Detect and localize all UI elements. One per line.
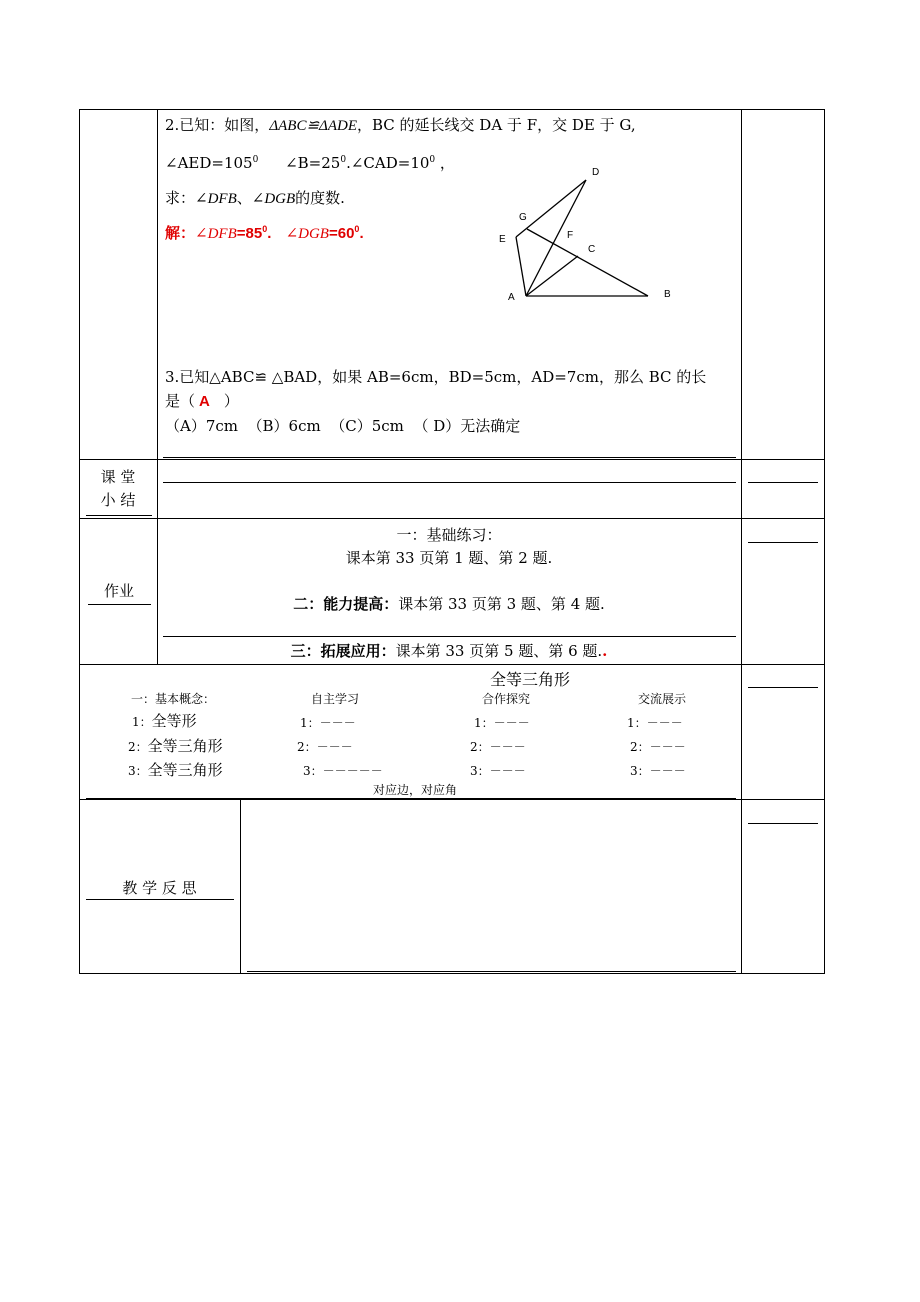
board-item-1: 1：全等形 (132, 712, 197, 730)
board-col1-row3: 3：－－－－－ (303, 764, 383, 778)
table-bottom-border (79, 973, 825, 974)
reflection-label-underline (86, 899, 234, 900)
summary-label: 课 堂 小 结 (100, 468, 136, 509)
segment-AD (526, 180, 586, 296)
row-divider-4 (79, 799, 825, 800)
homework-line (163, 636, 736, 637)
reflection-label: 教 学 反 思 (122, 879, 197, 897)
right-col-line-1 (748, 482, 818, 483)
label-B: B (664, 289, 671, 300)
congruence-expr: ΔABC≌ΔADE (269, 118, 357, 134)
label-E: E (499, 234, 506, 245)
homework-label: 作业 (103, 582, 134, 600)
segment-ED (516, 180, 586, 237)
q3-options: （A）7cm （B）6cm （C）5cm （ D）无法确定 (165, 417, 521, 435)
board-col1-row2: 2：－－－ (297, 740, 353, 754)
board-col3-row3: 3：－－－ (630, 764, 686, 778)
segment-AE (516, 237, 526, 296)
q2-answer: 解：$\angle DFB=85^0$. $\angle DGB=60^0$. (165, 224, 364, 242)
label-A: A (508, 292, 515, 303)
label-F: F (567, 230, 574, 241)
board-col2-row1: 1：－－－ (474, 716, 530, 730)
label-G: G (519, 212, 527, 223)
board-col2-row3: 3：－－－ (470, 764, 526, 778)
row-divider-1 (79, 459, 825, 460)
homework-line-2: 课本第 33 页第 1 题、第 2 题. (345, 549, 553, 567)
board-bottom-line (86, 798, 736, 799)
board-col3-head: 交流展示 (637, 692, 686, 706)
board-item-2: 2：全等三角形 (128, 737, 223, 755)
table-left-border (79, 109, 80, 974)
homework-label-underline (88, 604, 151, 605)
right-col-line-2 (748, 542, 818, 543)
board-title: 全等三角形 (489, 670, 570, 689)
homework-line-3: 二：能力提高：课本第 33 页第 3 题、第 4 题. (293, 595, 605, 613)
board-item-3: 3：全等三角形 (128, 761, 223, 779)
board-footer: 对应边，对应角 (372, 783, 457, 797)
segment-AC (526, 256, 578, 296)
board-col0-head: 一：基本概念： (131, 692, 216, 706)
q2-line-1: 2.已知：如图，ΔABC≌ΔADE，BC 的延长线交 DA 于 F，交 DE 于 G, (165, 116, 636, 134)
homework-line-1: 一：基础练习： (396, 526, 502, 544)
label-C: C (588, 244, 596, 255)
board-col3-row2: 2：－－－ (630, 740, 686, 754)
q2-line-3: 求：∠DFB、∠DGB的度数. (165, 189, 345, 207)
q-bottom-line (163, 457, 736, 458)
label-D: D (592, 167, 600, 178)
summary-label-underline (86, 515, 152, 516)
board-col1-row1: 1：－－－ (300, 716, 356, 730)
table-top-border (79, 109, 825, 110)
right-col-line-3 (748, 687, 818, 688)
geometry-figure (490, 160, 690, 310)
q2-line-2: $\angle AED=105^0$ $\angle B=25^0.\angle CAD=10^0$ ， (165, 154, 455, 172)
right-col-line-4 (748, 823, 818, 824)
table-right-border (824, 109, 825, 974)
row-divider-2 (79, 518, 825, 519)
homework-line-4: 三：拓展应用：课本第 33 页第 5 题、第 6 题.. (290, 642, 608, 660)
reflection-divider (240, 799, 241, 974)
q3-answer: A (199, 393, 210, 410)
q3-line-1: 3.已知△ABC≌ △BAD，如果 AB=6cm，BD=5cm，AD=7cm，那么 BC 的长 (165, 368, 707, 386)
row-divider-3 (79, 664, 825, 665)
summary-line (163, 482, 736, 483)
q3-line-2: 是（ A ） (165, 392, 239, 410)
column-divider-right (741, 109, 742, 974)
segment-GB (527, 229, 648, 296)
board-col1-head: 自主学习 (310, 692, 359, 706)
board-col2-head: 合作探究 (481, 692, 530, 706)
board-col2-row2: 2：－－－ (470, 740, 526, 754)
board-col3-row1: 1：－－－ (627, 716, 683, 730)
reflection-line (247, 971, 736, 972)
